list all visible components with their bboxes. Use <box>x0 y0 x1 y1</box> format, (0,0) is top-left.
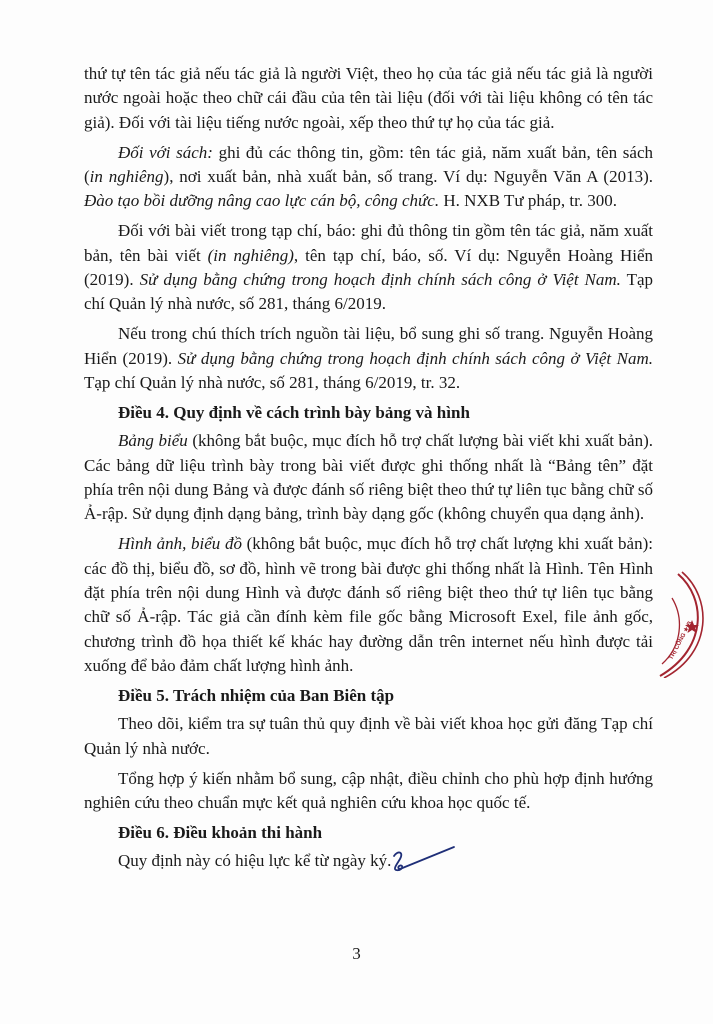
signature-stroke <box>394 847 454 870</box>
signature-mark <box>388 842 460 876</box>
paragraph-citation-order <box>84 62 653 135</box>
italic-text-run: Sử dụng bằng chứng trong hoạch định chính sách công ở Việt Nam. <box>139 269 621 289</box>
text-run: thứ tự tên tác giả nếu tác giả là người Việt, theo họ của tác giả nếu tác giả là người nước ngoài hoặc theo chữ cái đầu của tên tài liệu (đối với tài liệu không có tên tác giả). Đối với tài liệu tiếng nước ngoài, xếp theo thứ tự họ của tác giả. <box>84 64 653 132</box>
article-5-heading: Điều 5. Trách nhiệm của Ban Biên tập <box>118 685 395 705</box>
text-run: Đối với bài viết trong tạp chí, báo: ghi đủ thông tin gồm tên tác giả, năm xuất bản, tên bài viết <box>84 221 653 265</box>
text-run: , tên tạp chí, báo, số. Ví dụ: Nguyễn Hoàng Hiển (2019). <box>84 245 653 289</box>
text-run: ), nơi xuất bản, nhà xuất bản, số trang. Ví dụ: Nguyễn Văn A (2013). <box>163 166 653 186</box>
italic-text-run: (in nghiêng) <box>207 245 294 265</box>
text-run: Tạp chí Quản lý nhà nước, số 281, tháng 6/2019, tr. 32. <box>84 372 461 392</box>
italic-text-run: Hình ảnh, biểu đồ <box>118 534 242 554</box>
paragraph-journal-articles <box>84 219 653 316</box>
text-run: ( <box>84 166 90 186</box>
paragraph-editorial-monitoring: Theo dõi, kiểm tra sự tuân thủ quy định về bài viết khoa học gửi đăng Tạp chí Quản lý nhà nước. <box>84 714 653 758</box>
italic-text-run: Đối với sách: <box>118 142 213 162</box>
document-body <box>84 62 653 879</box>
paragraph-editorial-updates: Tổng hợp ý kiến nhằm bổ sung, cập nhật, điều chỉnh cho phù hợp định hướng nghiên cứu theo chuẩn mực kết quả nghiên cứu khoa học quốc tế. <box>84 768 653 812</box>
paragraph-effective-date: Quy định này có hiệu lực kể từ ngày ký. <box>118 851 392 871</box>
seal-stamp <box>658 568 713 678</box>
paragraph-page-citation <box>84 322 653 395</box>
text-run: H. NXB Tư pháp, tr. 300. <box>439 191 618 211</box>
paragraph-tables <box>84 429 653 526</box>
italic-text-run: Bảng biểu <box>118 431 188 451</box>
text-run: (không bắt buộc, mục đích hỗ trợ chất lượng khi xuất bản): các đồ thị, biểu đồ, sơ đồ, hình vẽ trong bài được ghi thống nhất là Hình. Tên Hình đặt phía trên nội dung Hình và được đánh số riêng biệt theo thứ tự liên tục bằng chữ số Ả-rập. Tác giả cần đính kèm file gốc bằng Microsoft Exel, file ảnh gốc, chương trình đồ họa thiết kế khác hay đường dẫn trên internet nếu hình được tải xuống để bảo đảm chất lượng hình ảnh. <box>84 534 653 675</box>
article-6-heading: Điều 6. Điều khoản thi hành <box>118 822 323 842</box>
text-run: Tạp chí Quản lý nhà nước, số 281, tháng 6/2019. <box>84 269 654 314</box>
paragraph-books <box>84 141 653 214</box>
italic-text-run: Đào tạo bồi dưỡng nâng cao lực cán bộ, công chức. <box>84 191 440 211</box>
stamp-lettering-fragment: TRỊ CÔNG ★ B <box>668 620 694 661</box>
text-run: ghi đủ các thông tin, gồm: tên tác giả, năm xuất bản, tên sách <box>212 142 653 162</box>
italic-text-run: Sử dụng bằng chứng trong hoạch định chính sách công ở Việt Nam. <box>177 348 653 368</box>
paragraph-figures <box>84 532 653 678</box>
article-4-heading: Điều 4. Quy định về cách trình bày bảng và hình <box>118 403 470 423</box>
page-number: 3 <box>352 944 361 963</box>
text-run: (không bắt buộc, mục đích hỗ trợ chất lượng bài viết khi xuất bản). Các bảng dữ liệu trình bày trong bài viết được ghi thống nhất là “Bảng tên” đặt phía trên nội dung Bảng và được đánh số riêng biệt theo thứ tự liên tục bằng chữ số Ả-rập. Sử dụng định dạng bảng, trình bày dạng gốc (không chuyển qua dạng ảnh). <box>84 431 654 524</box>
text-run: Nếu trong chú thích trích nguồn tài liệu, bổ sung ghi số trang. Nguyễn Hoàng Hiển (2019). <box>84 324 653 368</box>
italic-text-run: in nghiêng <box>89 166 164 186</box>
